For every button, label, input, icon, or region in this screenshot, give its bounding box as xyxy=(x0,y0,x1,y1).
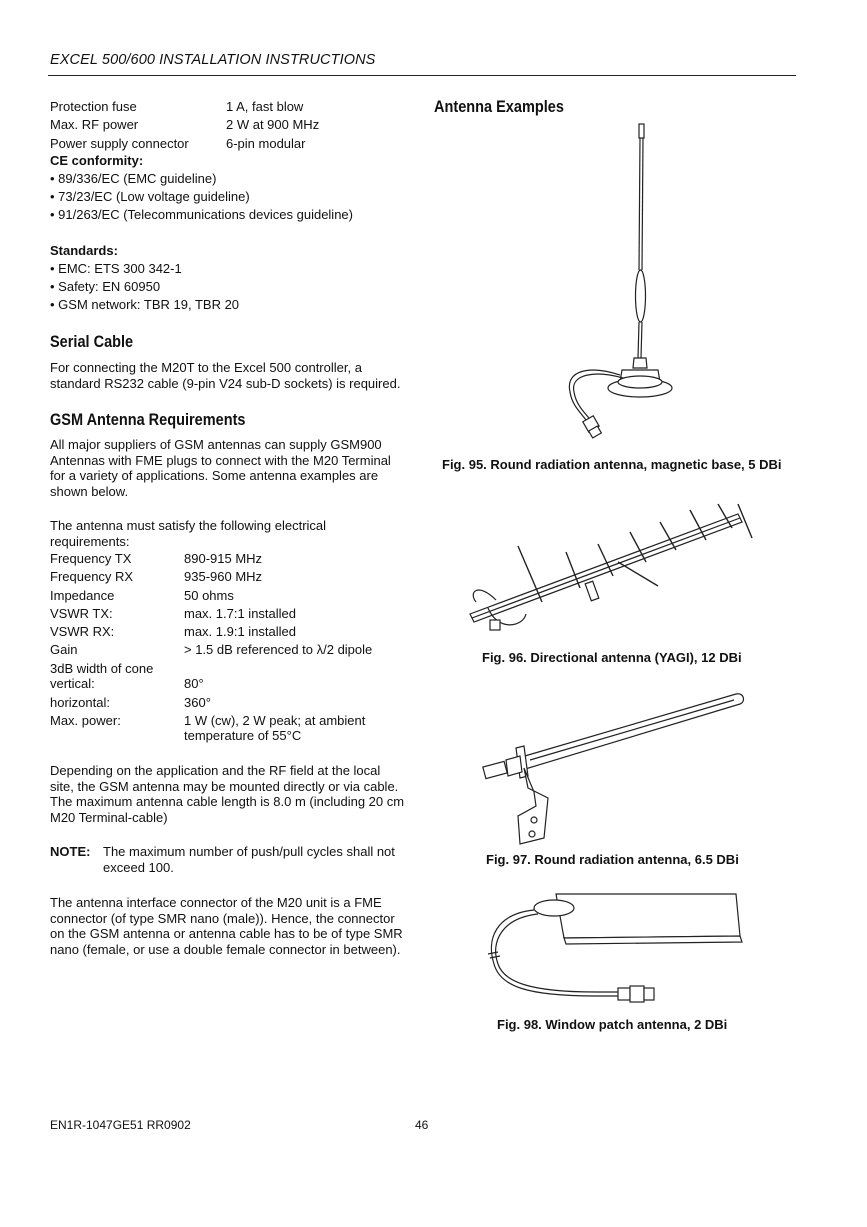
requirement-key: Impedance xyxy=(50,587,115,603)
gsm-requirements-heading: GSM Antenna Requirements xyxy=(50,411,246,429)
requirement-key: Frequency TX xyxy=(50,551,132,566)
yagi-antenna-figure xyxy=(468,502,768,652)
requirement-row xyxy=(50,568,420,586)
paragraph-line: requirements: xyxy=(50,533,130,549)
mounting-paragraph xyxy=(50,763,420,825)
header-rule xyxy=(48,75,796,76)
figure-caption: Fig. 98. Window patch antenna, 2 DBi xyxy=(497,1017,728,1032)
spec-key: Max. RF power xyxy=(50,117,139,133)
round-radiation-antenna-figure xyxy=(478,688,758,848)
standards-item: • GSM network: TBR 19, TBR 20 xyxy=(50,297,240,312)
requirement-row xyxy=(50,587,420,605)
antenna-examples-heading: Antenna Examples xyxy=(434,98,564,116)
requirement-value: temperature of 55°C xyxy=(184,728,302,744)
page-number: 46 xyxy=(415,1118,429,1132)
paragraph-line: All major suppliers of GSM antennas can supply GSM900 xyxy=(50,437,382,452)
requirement-key: horizontal: xyxy=(50,694,110,710)
paragraph-line: The antenna interface connector of the M20 unit is a FME xyxy=(50,895,382,910)
requirement-key: Gain xyxy=(50,642,78,658)
paragraph-line: site, the GSM antenna may be mounted directly or via cable. xyxy=(50,778,399,794)
figure-caption: Fig. 95. Round radiation antenna, magnetic base, 5 DBi xyxy=(442,457,782,472)
standards-heading: Standards: xyxy=(50,243,118,258)
requirement-value: 360° xyxy=(184,694,211,710)
paragraph-line: Depending on the application and the RF field at the local xyxy=(50,763,381,778)
spec-row xyxy=(50,135,410,153)
paragraph-line: standard RS232 cable (9-pin V24 sub-D sockets) is required. xyxy=(50,375,401,391)
requirement-row xyxy=(50,712,420,728)
requirements-table xyxy=(50,550,420,743)
spec-table xyxy=(50,98,410,153)
window-patch-antenna-figure xyxy=(486,884,766,1014)
magnetic-base-antenna-figure xyxy=(550,120,790,450)
spec-value: 6-pin modular xyxy=(226,135,306,151)
paragraph-line: The maximum number of push/pull cycles shall not xyxy=(103,844,395,859)
paragraph-line: M20 Terminal-cable) xyxy=(50,809,168,825)
requirement-value: 935-960 MHz xyxy=(184,569,263,585)
requirement-value: max. 1.9:1 installed xyxy=(184,624,297,640)
note-text xyxy=(103,844,395,875)
requirement-row xyxy=(50,694,420,712)
gsm-intro-paragraph xyxy=(50,437,420,499)
requirement-key: Max. power: xyxy=(50,712,121,728)
ce-item: • 73/23/EC (Low voltage guideline) xyxy=(50,189,250,204)
requirement-key: VSWR RX: xyxy=(50,624,115,640)
requirement-key: VSWR TX: xyxy=(50,605,113,621)
serial-cable-heading: Serial Cable xyxy=(50,333,134,351)
requirement-row xyxy=(50,660,420,676)
requirement-value: 1 W (cw), 2 W peak; at ambient xyxy=(184,712,366,728)
serial-cable-paragraph xyxy=(50,360,420,391)
spec-key: Power supply connector xyxy=(50,135,189,151)
ce-heading: CE conformity: xyxy=(50,153,144,168)
paragraph-line: For connecting the M20T to the Excel 500 controller, a xyxy=(50,360,362,375)
requirement-value: > 1.5 dB referenced to λ/2 dipole xyxy=(184,642,373,658)
spec-value: 1 A, fast blow xyxy=(226,99,304,114)
standards-item: • Safety: EN 60950 xyxy=(50,279,161,294)
requirement-row xyxy=(50,641,420,659)
requirement-row xyxy=(50,623,420,641)
standards-item: • EMC: ETS 300 342-1 xyxy=(50,261,182,276)
figure-caption: Fig. 97. Round radiation antenna, 6.5 DBi xyxy=(486,852,739,867)
spec-key: Protection fuse xyxy=(50,99,137,114)
paragraph-line: for a variety of applications. Some antenna examples are xyxy=(50,468,379,483)
requirement-value: 50 ohms xyxy=(184,587,234,603)
paragraph-line: The maximum antenna cable length is 8.0 m (including 20 cm xyxy=(50,794,405,809)
ce-section xyxy=(50,152,353,224)
requirement-key: 3dB width of cone xyxy=(50,660,154,676)
requirement-key: Frequency RX xyxy=(50,569,134,585)
spec-row xyxy=(50,116,410,134)
requirement-row xyxy=(50,727,420,743)
ce-item: • 89/336/EC (EMC guideline) xyxy=(50,171,217,186)
requirement-value: 890-915 MHz xyxy=(184,551,263,566)
paragraph-line: connector (of type SMR nano (male)). Hence, the connector xyxy=(50,910,395,926)
figure-caption: Fig. 96. Directional antenna (YAGI), 12 DBi xyxy=(482,650,742,665)
requirement-row xyxy=(50,605,420,623)
requirement-row xyxy=(50,550,420,568)
requirement-key: vertical: xyxy=(50,676,95,692)
connector-paragraph xyxy=(50,895,420,957)
footer-document-id: EN1R-1047GE51 RR0902 xyxy=(50,1118,191,1132)
requirement-value: 80° xyxy=(184,676,204,692)
spec-row xyxy=(50,98,410,116)
requirement-row xyxy=(50,675,420,693)
paragraph-line: on the GSM antenna or antenna cable has to be of type SMR xyxy=(50,926,403,941)
requirement-value: max. 1.7:1 installed xyxy=(184,605,297,621)
spec-value: 2 W at 900 MHz xyxy=(226,117,320,133)
ce-item: • 91/263/EC (Telecommunications devices guideline) xyxy=(50,207,353,222)
note-label: NOTE: xyxy=(50,844,91,859)
paragraph-line: exceed 100. xyxy=(103,859,174,875)
document-header-title: EXCEL 500/600 INSTALLATION INSTRUCTIONS xyxy=(50,52,376,68)
gsm-requirements-intro xyxy=(50,518,420,549)
paragraph-line: shown below. xyxy=(50,483,129,499)
standards-section xyxy=(50,242,239,314)
paragraph-line: nano (female, or use a double female connector in between). xyxy=(50,941,401,957)
paragraph-line: The antenna must satisfy the following electrical xyxy=(50,518,327,533)
paragraph-line: Antennas with FME plugs to connect with the M20 Terminal xyxy=(50,452,391,468)
